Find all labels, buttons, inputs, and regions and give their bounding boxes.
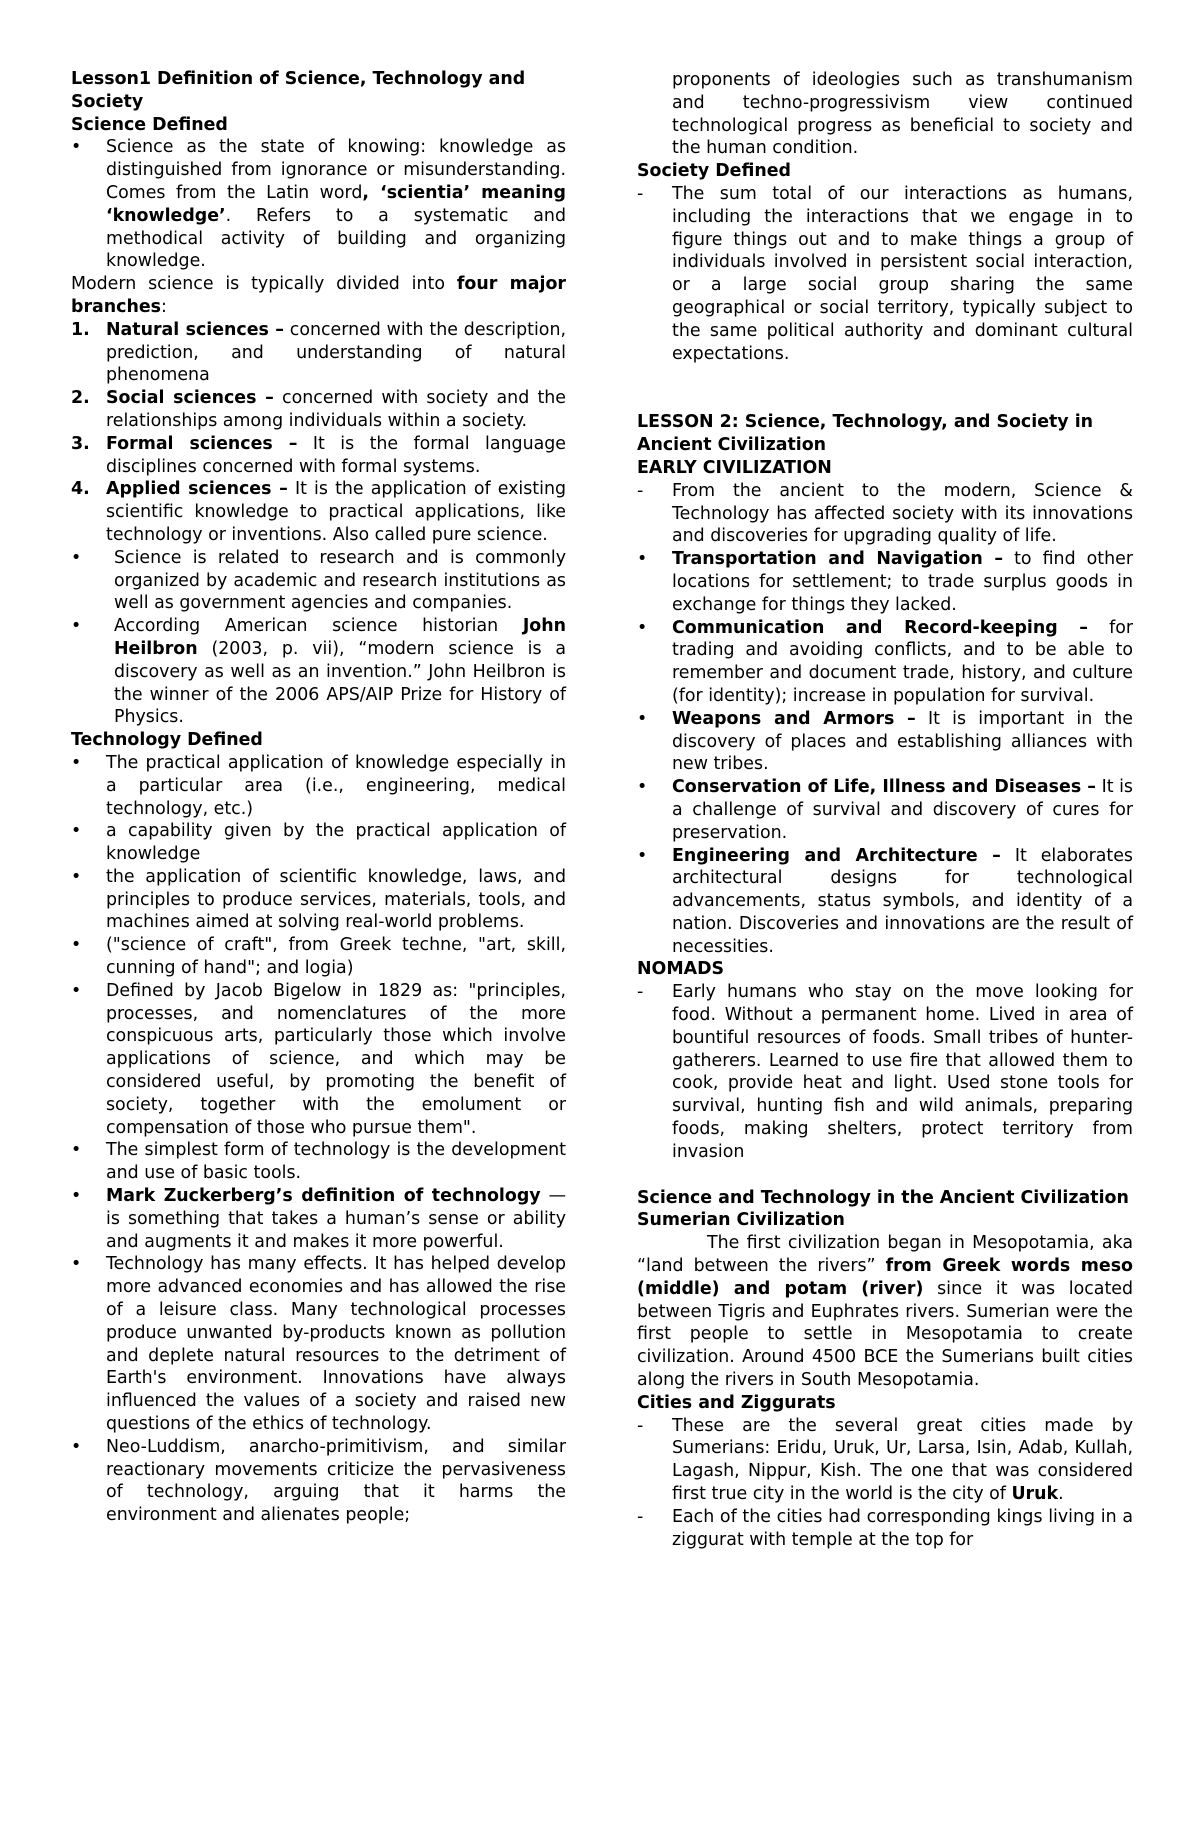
- list-item: • Communication and Record-keeping – for trading and avoiding conflicts, and to be able to remember and document trade, history, and culture (for identity); increase in population for survival.: [637, 617, 1133, 706]
- bullet-icon: •: [71, 1140, 82, 1161]
- list-item: • Transportation and Navigation – to find other locations for settlement; to trade surplus goods in exchange for things they lacked.: [637, 549, 1133, 615]
- list-item: • Technology has many effects. It has helped develop more advanced economies and has allowed the rise of a leisure class. Many technological processes produce unwanted by-products known as pollution and deplete natural resources to the detriment of Earth's environment. Innovations have always influenced the values of a society and raised new questions of the ethics of technology.: [71, 1254, 566, 1435]
- ancient-civilization-heading: Science and Technology in the Ancient Civilization: [637, 1187, 1129, 1208]
- early-civilization-heading: EARLY CIVILIZATION: [637, 457, 832, 478]
- branches-intro: Modern science is typically divided into four major branches:: [71, 274, 567, 317]
- list-item: - These are the several great cities made by Sumerians: Eridu, Uruk, Ur, Larsa, Isin, Adab, Kullah, Lagash, Nippur, Kish. The one that was considered first true city in the world is the city of Uruk.: [637, 1415, 1133, 1505]
- bullet-icon: •: [71, 547, 82, 568]
- bullet-icon: •: [71, 137, 82, 158]
- bullet-icon: •: [637, 777, 648, 798]
- list-item: - Early humans who stay on the move looking for food. Without a permanent home. Lived in area of bountiful resources of foods. Small tribes of hunter-gatherers. Learned to use fire that allowed them to cook, provide heat and light. Used stone tools for survival, hunting fish and wild animals, preparing foods, making shelters, protect territory from invasion: [637, 982, 1133, 1162]
- bullet-icon: •: [71, 616, 82, 637]
- list-item: • Science as the state of knowing: knowledge as distinguished from ignorance or misunderstanding. Comes from the Latin word, ‘scientia’ meaning ‘knowledge’. Refers to a systematic and methodical activity of building and organizing knowledge.: [71, 137, 566, 272]
- bullet-icon: •: [71, 821, 82, 842]
- list-item: • Engineering and Architecture – It elaborates architectural designs for technological advancements, status symbols, and identity of a nation. Discoveries and innovations are the result of necessities.: [637, 845, 1133, 957]
- list-item: • Defined by Jacob Bigelow in 1829 as: "principles, processes, and nomenclatures of the more conspicuous arts, particularly those which involve applications of science, and which may be considered useful, by promoting the benefit of society, together with the emolument or compensation of those who pursue them".: [71, 980, 566, 1138]
- list-item: • The practical application of knowledge especially in a particular area (i.e., engineering, medical technology, etc.): [71, 752, 566, 819]
- left-column: [71, 68, 566, 1527]
- bullet-icon: •: [637, 708, 648, 729]
- bullet-icon: •: [637, 549, 648, 570]
- list-item: • the application of scientific knowledge, laws, and principles to produce services, materials, tools, and machines aimed at solving real-world problems.: [71, 866, 566, 933]
- bullet-icon: •: [71, 935, 82, 956]
- sumerian-paragraph: The first civilization began in Mesopotamia, aka “land between the rivers” from Greek words meso (middle) and potam (river) since it was located between Tigris and Euphrates rivers. Sumerian were the first people to settle in Mesopotamia to create civilization. Around 4500 BCE the Sumerians built cities along the rivers in South Mesopotamia.: [637, 1233, 1134, 1391]
- bullet-icon: •: [71, 1436, 82, 1457]
- society-defined-heading: Society Defined: [637, 161, 791, 182]
- list-item: • The simplest form of technology is the development and use of basic tools.: [71, 1140, 566, 1184]
- list-item: - The sum total of our interactions as humans, including the interactions that we engage in to figure things out and to make things a group of individuals involved in persistent social interaction, or a large social group sharing the same geographical or social territory, typically subject to the same political authority and dominant cultural expectations.: [637, 183, 1133, 364]
- list-item: • Science is related to research and is commonly organized by academic and research institutions as well as government agencies and companies.: [71, 547, 566, 614]
- right-column: [637, 69, 1133, 1551]
- list-item: 2. Social sciences – concerned with society and the relationships among individuals within a society.: [71, 388, 566, 431]
- bullet-icon: •: [71, 1186, 82, 1207]
- bullet-icon: •: [71, 980, 82, 1001]
- lesson1-title: Lesson1 Definition of Science, Technology and Society: [71, 69, 526, 112]
- list-item: • Neo-Luddism, anarcho-primitivism, and similar reactionary movements criticize the pervasiveness of technology, arguing that it harms the environment and alienates people;: [71, 1436, 566, 1526]
- list-item: • a capability given by the practical application of knowledge: [71, 821, 566, 865]
- dash-icon: -: [637, 480, 644, 501]
- list-item: • Conservation of Life, Illness and Diseases – It is a challenge of survival and discovery of cures for preservation.: [637, 777, 1133, 843]
- list-item: - Each of the cities had corresponding kings living in a ziggurat with temple at the top for: [637, 1506, 1133, 1550]
- list-item: • According American science historian John Heilbron (2003, p. vii), “modern science is a discovery as well as an invention.” John Heilbron is the winner of the 2006 APS/AIP Prize for History of Physics.: [71, 616, 566, 728]
- list-item: 3. Formal sciences – It is the formal language disciplines concerned with formal systems.: [71, 433, 566, 477]
- list-item: 4. Applied sciences – It is the application of existing scientific knowledge to practical applications, like technology or inventions. Also called pure science.: [71, 479, 567, 545]
- list-item: • Mark Zuckerberg’s definition of technology — is something that takes a human’s sense or ability and augments it and makes it more powerful.: [71, 1186, 566, 1252]
- bullet-icon: •: [637, 845, 648, 866]
- bullet-icon: •: [71, 752, 82, 773]
- list-item: - From the ancient to the modern, Science & Technology has affected society with its innovations and discoveries for upgrading quality of life.: [637, 480, 1133, 547]
- science-defined-heading: Science Defined: [71, 114, 228, 135]
- list-item: 1. Natural sciences – concerned with the description, prediction, and understanding of natural phenomena: [71, 319, 566, 386]
- bullet-icon: •: [71, 866, 82, 887]
- dash-icon: -: [637, 1415, 644, 1436]
- dash-icon: -: [637, 183, 644, 204]
- dash-icon: -: [637, 1506, 644, 1527]
- list-item: • Weapons and Armors – It is important in the discovery of places and establishing alliances with new tribes.: [637, 708, 1133, 775]
- cities-ziggurats-heading: Cities and Ziggurats: [637, 1392, 836, 1413]
- dash-icon: -: [637, 982, 644, 1003]
- list-item: proponents of ideologies such as transhumanism and techno-progressivism view continued technological progress as beneficial to society and the human condition.: [672, 70, 1133, 159]
- lesson2-title: LESSON 2: Science, Technology, and Society in Ancient Civilization: [637, 412, 1094, 456]
- list-item: • ("science of craft", from Greek techne, "art, skill, cunning of hand"; and logia): [71, 935, 566, 979]
- bullet-icon: •: [71, 1254, 82, 1275]
- bullet-icon: •: [637, 617, 648, 638]
- sumerian-civilization-heading: Sumerian Civilization: [637, 1210, 845, 1231]
- nomads-heading: NOMADS: [637, 959, 725, 980]
- technology-defined-heading: Technology Defined: [71, 730, 263, 751]
